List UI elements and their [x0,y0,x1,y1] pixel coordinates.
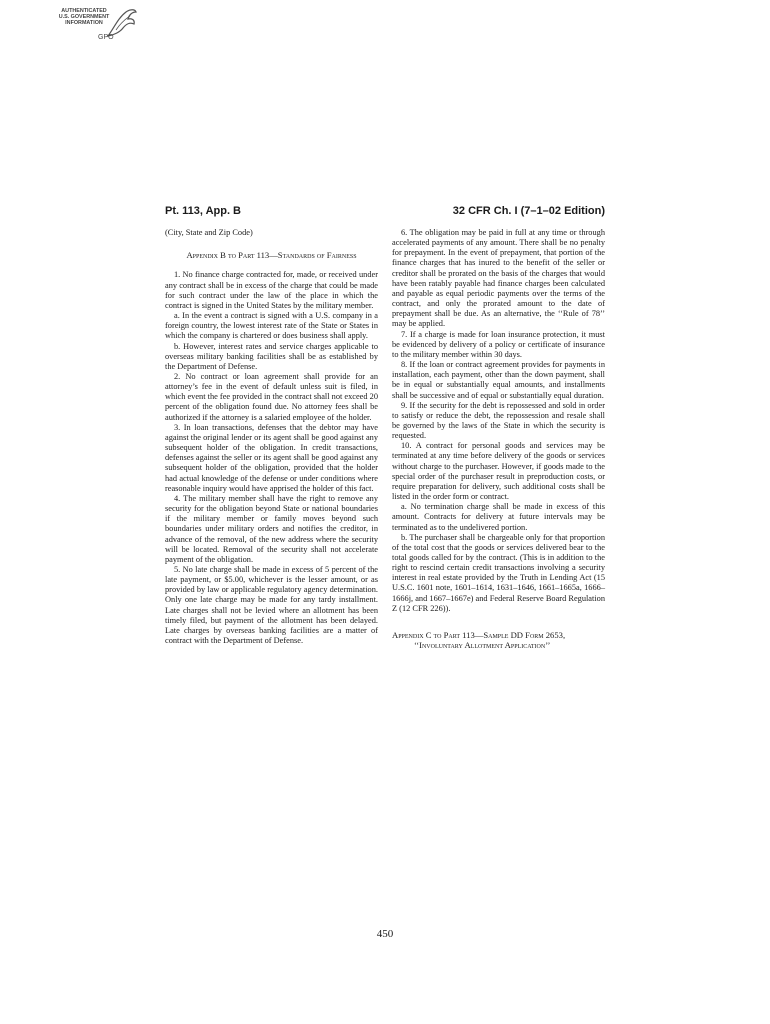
paragraph-7: 7. If a charge is made for loan insurance protection, it must be evidenced by delivery of a policy or certificate of insurance to the military member within 30 days. [392,329,605,359]
paragraph-1: 1. No finance charge contracted for, made, or received under any contract shall be in excess of the charge that could be made for such contract under the law of the place in which the contract is signed in the United States by the military member. [165,270,378,310]
paragraph-9: 9. If the security for the debt is repossessed and sold in order to satisfy or reduce the debt, the repossession and resale shall be governed by the laws of the State in which the security is requested. [392,400,605,441]
paragraph-1a: a. In the event a contract is signed with a U.S. company in a foreign country, the lowest interest rate of the State or States in which the company is chartered or does business shall apply. [165,311,378,341]
appendix-c-heading: Appendix C to Part 113—Sample DD Form 2653, ‘‘Involuntary Allotment Application’’ [392,629,566,651]
running-head-right: 32 CFR Ch. I (7–1–02 Edition) [452,205,605,217]
paragraph-10: 10. A contract for personal goods and services may be terminated at any time before delivery of the goods or services without charge to the purchaser. However, if goods made to the special order of the purchaser result in preproduction costs, or require preparation for delivery, such additional costs shall be listed in the order form or contract. [392,441,605,502]
paragraph-2: 2. No contract or loan agreement shall provide for an attorney’s fee in the event of default unless suit is filed, in which event the fee provided in the contract shall not exceed 20 percent of the obligation found due. No attorney fees shall be authorized if the attorney is a salaried employee of the holder. [165,372,378,422]
running-head-left: Pt. 113, App. B [165,205,242,217]
running-head [165,205,605,219]
paragraph-5: 5. No late charge shall be made in excess of 5 percent of the late payment, or $5.00, whichever is the lesser amount, or as provided by law or applicable regulatory agency determination. Only one late charge may be made for any tardy installment. Late charges shall not be levied where an allotment has been timely filed, but payment of the allotment has been delayed. Late charges by overseas banking facilities are a matter of contract with the Department of Defense. [165,564,378,646]
paragraph-10b: b. The purchaser shall be chargeable only for that proportion of the total cost that the goods or services delivered bear to the total goods called for by the contract. (This is in addition to the right to rescind certain credit transactions involving a security interest in real estate provided by the Truth in Lending Act (15 U.S.C. 1601 note, 1601–1614, 1631–1646, 1661–1665a, 1666–1666j, and 1667–1667e) and Federal Reserve Board Regulation Z (12 CFR 226)). [392,532,605,613]
page-number: 450 [376,928,394,940]
gpo-authentication-logo [58,6,142,46]
paragraph-6: 6. The obligation may be paid in full at any time or through accelerated payments of any amount. There shall be no penalty for prepayment. In the event of prepayment, that portion of the finance charges that has inured to the benefit of the seller or creditor shall be prorated on the basis of the charges that would have been ratably payable had finance charges been calculated and payable as equal periodic payments over the terms of the contract, and only the prorated amount to the date of prepayment shall be due. As an alternative, the ‘‘Rule of 78’’ may be applied. [392,228,605,329]
city-state-zip-line: (City, State and Zip Code) [165,228,253,237]
paragraph-1b: b. However, interest rates and service charges applicable to overseas military banking facilities shall be as established by the Department of Defense. [165,341,378,371]
paragraph-10a: a. No termination charge shall be made in excess of this amount. Contracts for delivery at future intervals may be terminated as to the undelivered portion. [392,502,605,532]
gpo-mark: GPO [98,34,114,41]
paragraph-3: 3. In loan transactions, defenses that the debtor may have against the original lender or its agent shall be good against any subsequent holder of the obligation. In credit transactions, defenses against the seller or its agent shall be good against any subsequent holder of the obligation, provided that the holder had actual knowledge of the defense or under conditions where reasonable inquiry would have apprised the holder of this fact. [165,422,378,493]
paragraph-8: 8. If the loan or contract agreement provides for payments in installation, each payment, other than the down payment, shall be in equal or substantially equal amounts, and installments shall be successive and of equal or substantially equal duration. [392,360,605,400]
gpo-logo-text: AUTHENTICATED U.S. GOVERNMENT INFORMATION [58,8,110,27]
paragraph-4: 4. The military member shall have the right to remove any security for the obligation beyond State or national boundaries if the military member or family moves beyond such boundaries under military orders and notifies the creditor, in advance of the removal, of the new address where the security will be located. Removal of the security shall not accelerate payment of the obligation. [165,493,378,564]
right-column [392,228,605,651]
left-column [165,228,378,646]
appendix-b-heading: Appendix B to Part 113—Standards of Fairness [186,250,357,261]
